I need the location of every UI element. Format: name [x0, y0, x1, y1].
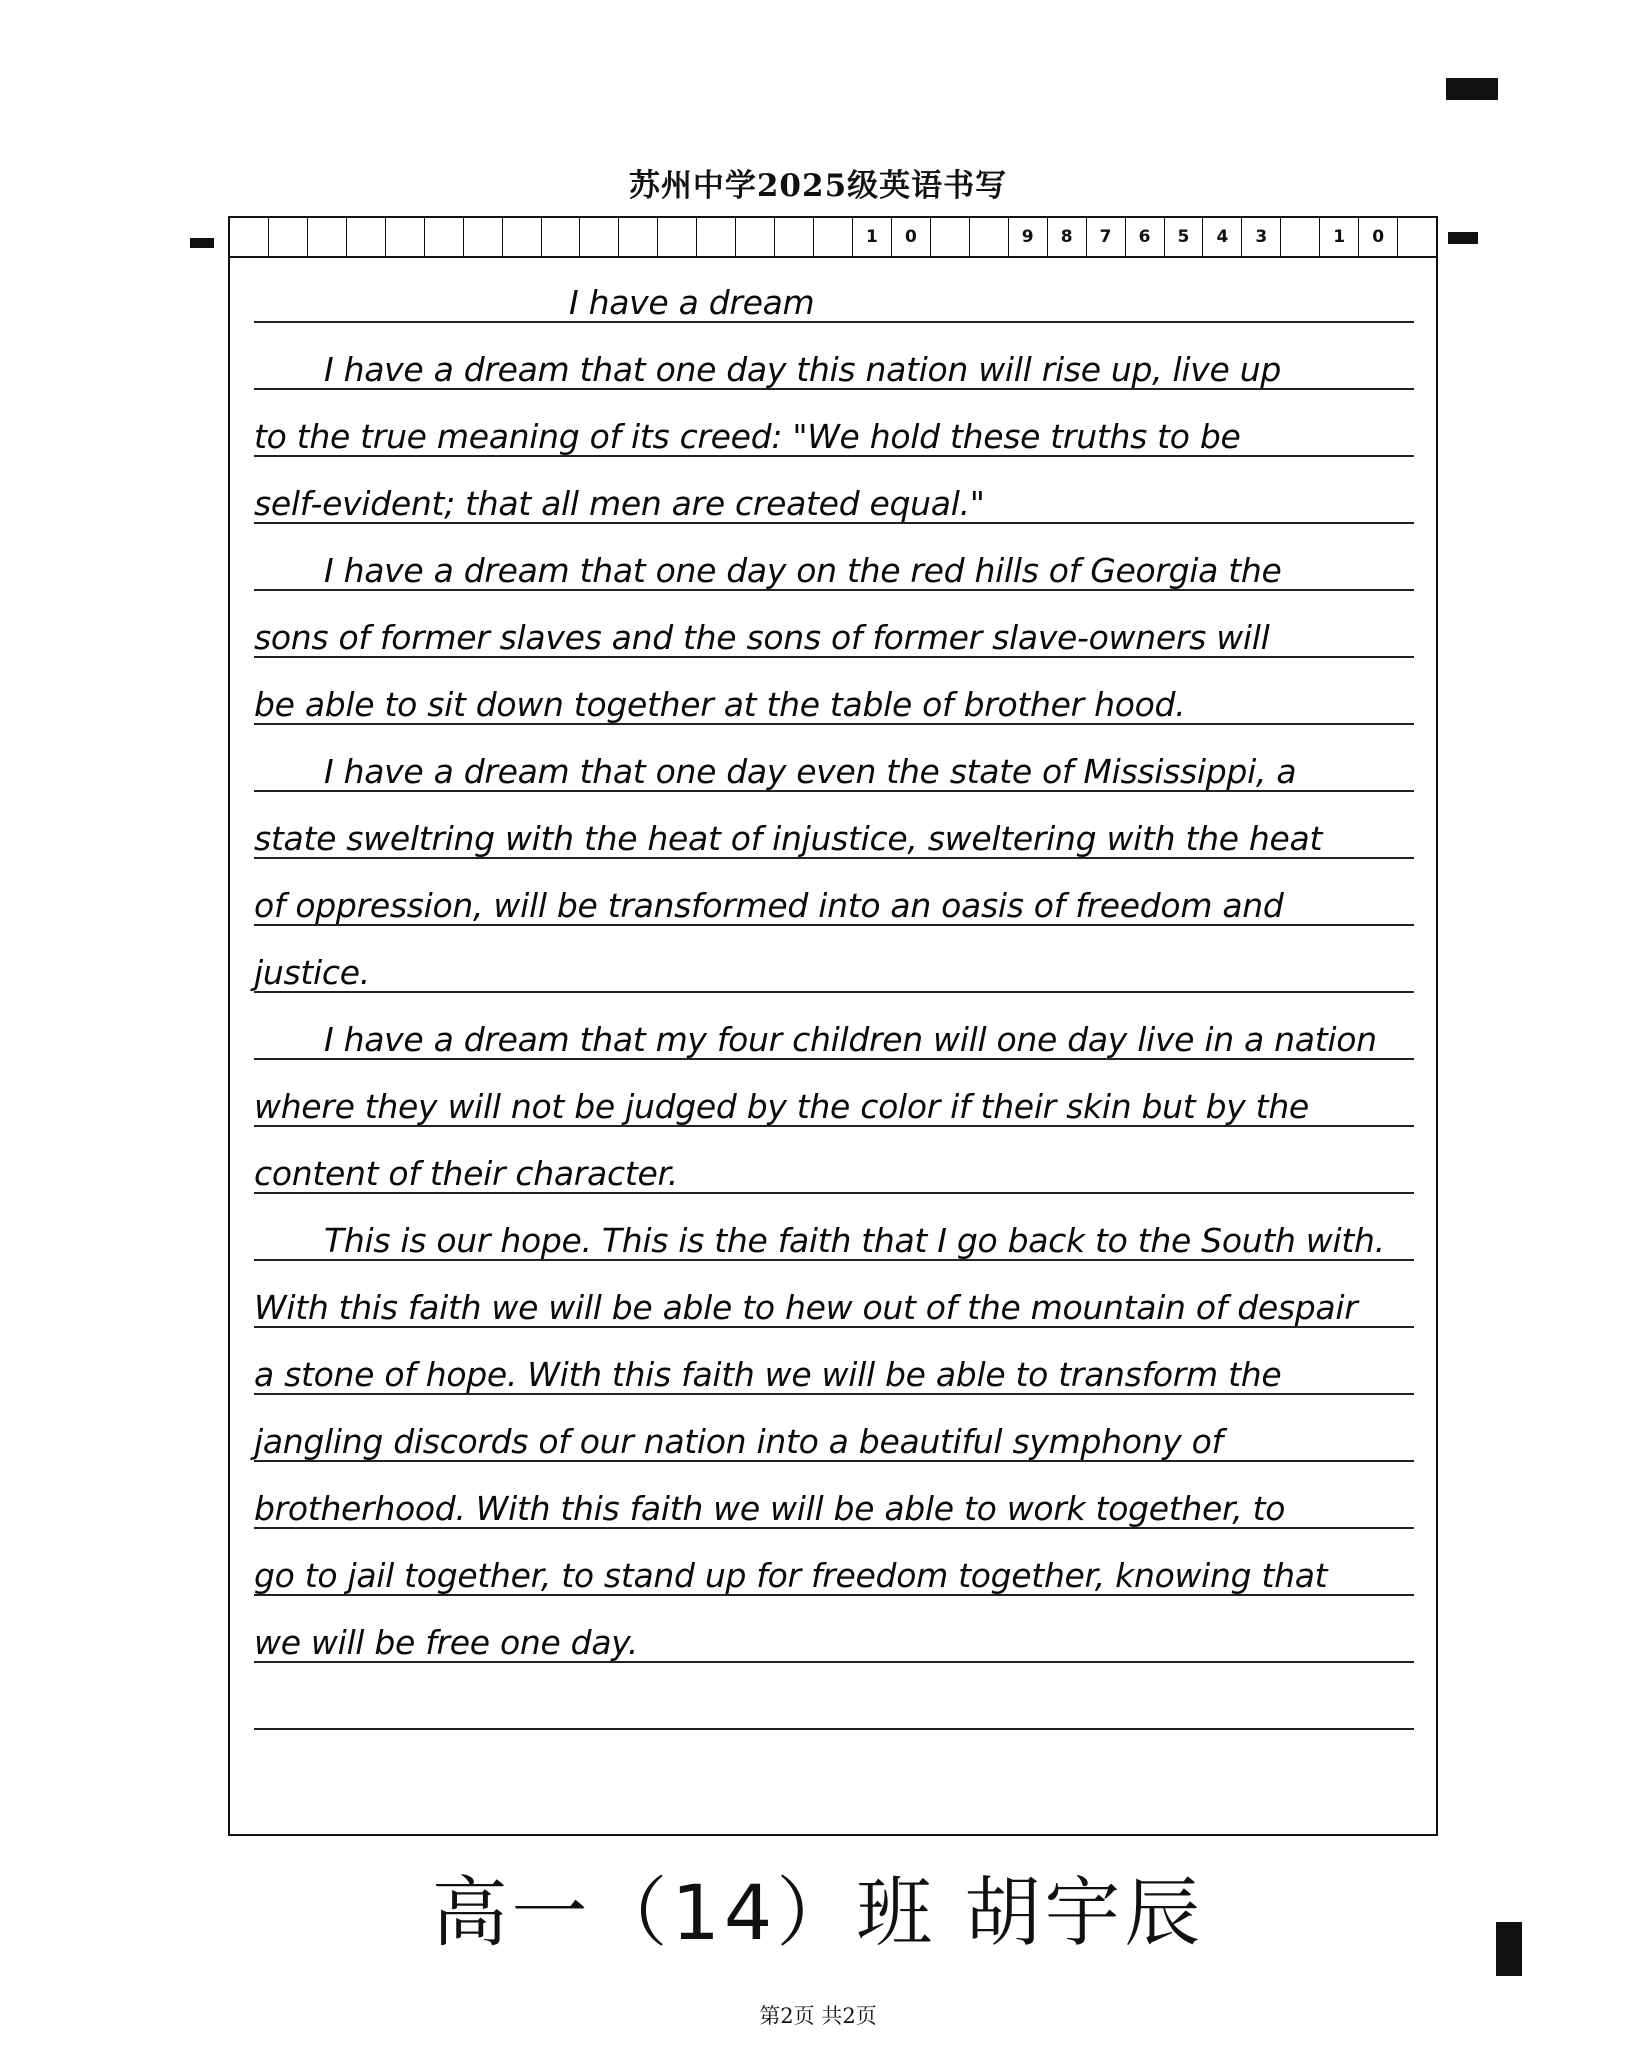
- id-cell: [386, 218, 425, 256]
- handwritten-text: justice.: [254, 953, 370, 992]
- writing-line: [254, 1127, 1414, 1194]
- handwritten-text: sons of former slaves and the sons of former slave-owners will: [254, 618, 1270, 657]
- writing-line: [254, 1462, 1414, 1529]
- id-strip: [230, 218, 1436, 258]
- id-cell: 3: [1242, 218, 1281, 256]
- registration-mark-left: [190, 238, 214, 248]
- id-cell: [970, 218, 1009, 256]
- handwritten-text: I have a dream that one day this nation will rise up, live up: [324, 350, 1281, 389]
- id-cell: 9: [1009, 218, 1048, 256]
- handwritten-text: to the true meaning of its creed: "We hold these truths to be: [254, 417, 1241, 456]
- handwritten-text: I have a dream that one day even the state of Mississippi, a: [324, 752, 1297, 791]
- writing-line: [254, 390, 1414, 457]
- answer-sheet: [228, 216, 1438, 1836]
- handwritten-text: we will be free one day.: [254, 1623, 639, 1662]
- id-cell: [580, 218, 619, 256]
- handwritten-text: This is our hope. This is the faith that I go back to the South with.: [324, 1221, 1385, 1260]
- handwritten-text: jangling discords of our nation into a beautiful symphony of: [254, 1422, 1223, 1461]
- id-cell: [269, 218, 308, 256]
- id-cell: 1: [853, 218, 892, 256]
- handwritten-text: self-evident; that all men are created equal.": [254, 484, 985, 523]
- writing-line: [254, 1060, 1414, 1127]
- writing-line: [254, 725, 1414, 792]
- id-cell: [425, 218, 464, 256]
- handwritten-text: state sweltring with the heat of injustice, sweltering with the heat: [254, 819, 1323, 858]
- id-cell: [814, 218, 853, 256]
- id-cell: [775, 218, 814, 256]
- writing-line: [254, 1395, 1414, 1462]
- page-number: 第2页 共2页: [759, 2004, 877, 2028]
- handwritten-text: content of their character.: [254, 1154, 678, 1193]
- handwritten-text: be able to sit down together at the table of brother hood.: [254, 685, 1186, 724]
- registration-mark-top-right: [1446, 78, 1498, 100]
- handwritten-text: I have a dream that one day on the red hills of Georgia the: [324, 551, 1282, 590]
- handwritten-text: a stone of hope. With this faith we will be able to transform the: [254, 1355, 1282, 1394]
- id-cell: [308, 218, 347, 256]
- student-class-name: 高一（14）班 胡宇辰: [431, 1868, 1205, 1957]
- writing-line: [254, 859, 1414, 926]
- id-cell: 5: [1165, 218, 1204, 256]
- writing-line: [254, 591, 1414, 658]
- writing-line: [254, 323, 1414, 390]
- registration-mark-right: [1448, 232, 1478, 244]
- writing-line: [254, 1596, 1414, 1663]
- id-cell: [230, 218, 269, 256]
- id-cell: 0: [1359, 218, 1398, 256]
- writing-line: [254, 1529, 1414, 1596]
- id-cell: [1398, 218, 1436, 256]
- sheet-title: 苏州中学2025级英语书写: [628, 168, 1008, 204]
- writing-line: [254, 256, 1414, 323]
- id-cell: 6: [1126, 218, 1165, 256]
- writing-line: [254, 457, 1414, 524]
- handwritten-text: where they will not be judged by the color if their skin but by the: [254, 1087, 1309, 1126]
- writing-line: [254, 524, 1414, 591]
- writing-lines: [254, 256, 1414, 1730]
- writing-line: [254, 658, 1414, 725]
- id-cell: [464, 218, 503, 256]
- id-cell: [619, 218, 658, 256]
- writing-line: [254, 792, 1414, 859]
- writing-line: [254, 926, 1414, 993]
- handwritten-text: brotherhood. With this faith we will be able to work together, to: [254, 1489, 1286, 1528]
- writing-line: [254, 1328, 1414, 1395]
- handwritten-text: go to jail together, to stand up for freedom together, knowing that: [254, 1556, 1328, 1595]
- id-cell: [697, 218, 736, 256]
- handwritten-text: With this faith we will be able to hew out of the mountain of despair: [254, 1288, 1358, 1327]
- id-cell: 0: [892, 218, 931, 256]
- writing-line: [254, 993, 1414, 1060]
- id-cell: [503, 218, 542, 256]
- handwritten-text: I have a dream that my four children will one day live in a nation: [324, 1020, 1377, 1059]
- writing-line: [254, 1663, 1414, 1730]
- writing-line: [254, 1261, 1414, 1328]
- id-cell: [1281, 218, 1320, 256]
- handwritten-text: of oppression, will be transformed into an oasis of freedom and: [254, 886, 1284, 925]
- id-cell: 4: [1203, 218, 1242, 256]
- id-cell: 1: [1320, 218, 1359, 256]
- id-cell: 7: [1087, 218, 1126, 256]
- handwritten-text: I have a dream: [569, 283, 815, 322]
- writing-line: [254, 1194, 1414, 1261]
- id-cell: [542, 218, 581, 256]
- id-cell: [931, 218, 970, 256]
- id-cell: [658, 218, 697, 256]
- id-cell: 8: [1048, 218, 1087, 256]
- id-cell: [736, 218, 775, 256]
- id-cell: [347, 218, 386, 256]
